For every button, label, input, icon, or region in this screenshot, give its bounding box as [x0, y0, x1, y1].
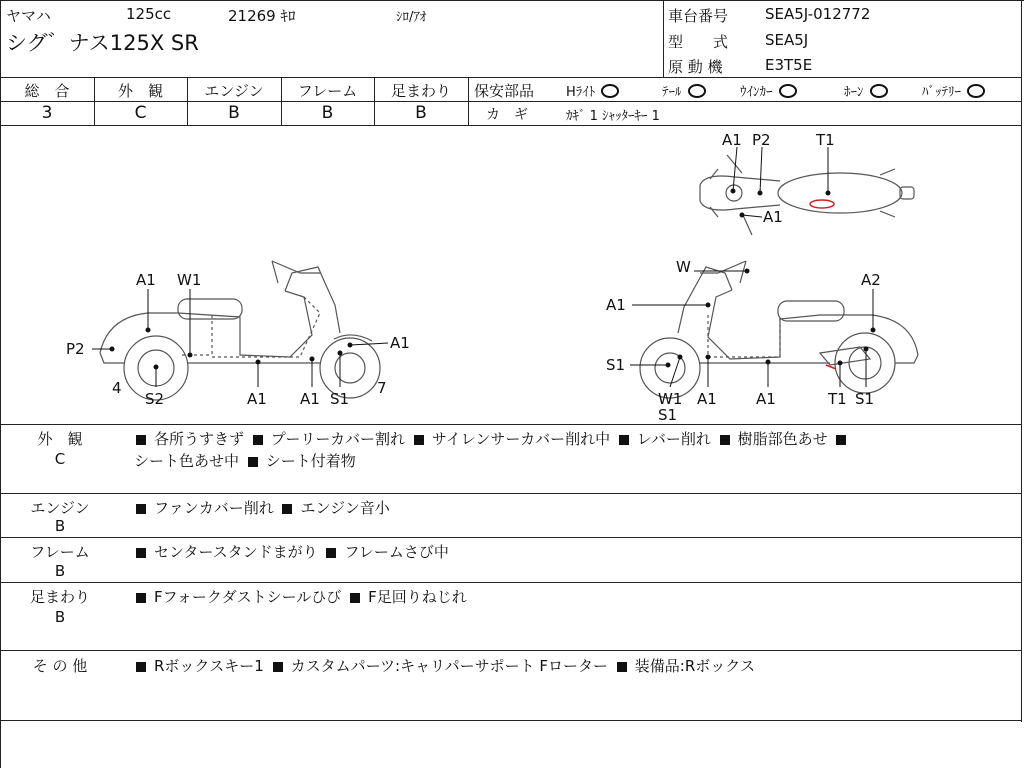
remark-suspension-line-1	[132, 586, 467, 607]
right-label-s1-c: S1	[855, 390, 875, 408]
remark-item: レバー削れ	[636, 430, 711, 448]
top-label-t1: T1	[816, 131, 835, 149]
remark-exterior-line-2	[134, 450, 356, 471]
grade-exterior-value: C	[134, 103, 147, 123]
bullet-square-icon	[617, 662, 627, 672]
header-divider	[663, 0, 664, 77]
grade-overall-label: 総 合	[24, 82, 70, 100]
bullet-square-icon	[720, 435, 730, 445]
safety-item-tail	[662, 81, 706, 100]
chassis-value: SEA5J-012772	[765, 5, 871, 23]
left-label-a1-d: A1	[300, 390, 320, 408]
bullet-square-icon	[414, 435, 424, 445]
top-label-a1: A1	[722, 131, 742, 149]
bullet-square-icon	[136, 435, 146, 445]
remark-item: エンジン音小	[300, 499, 390, 517]
ok-circle-icon	[967, 84, 985, 98]
safety-item-horn-label: ﾎｰﾝ	[844, 85, 864, 100]
grade-exterior-label: 外 観	[117, 82, 163, 100]
remark-engine-label: エンジン	[30, 499, 90, 517]
frame-top	[0, 0, 1024, 1]
key-value: ｶｷﾞ 1 ｼｬｯﾀｰｷｰ 1	[566, 109, 660, 124]
safety-item-battery-label: ﾊﾞｯﾃﾘｰ	[922, 85, 961, 100]
grades-mid-line	[0, 101, 468, 102]
key-label: カ ギ	[486, 107, 528, 123]
grade-suspension-value: B	[415, 103, 427, 123]
remark-item: ファンカバー削れ	[154, 499, 274, 517]
grade-overall-value: 3	[41, 103, 53, 123]
engine-label: 原 動 機	[668, 58, 723, 76]
bullet-square-icon	[350, 593, 360, 603]
left-label-4: 4	[112, 379, 122, 397]
remark-engine-line-1	[132, 497, 390, 518]
remark-item: カスタムパーツ:キャリパーサポート Fローター	[290, 657, 609, 675]
bullet-square-icon	[248, 457, 258, 467]
bullet-square-icon	[136, 504, 146, 514]
safety-item-headlight-label: Hﾗｲﾄ	[566, 85, 596, 100]
remark-other-line-1	[132, 655, 755, 676]
remark-item: シート付着物	[265, 452, 356, 470]
safety-item-headlight	[566, 81, 619, 100]
ok-circle-icon	[601, 84, 619, 98]
top-label-p2: P2	[752, 131, 771, 149]
ok-circle-icon	[870, 84, 888, 98]
header-bottom-line	[0, 77, 1022, 78]
remark-line-1	[0, 493, 1022, 494]
left-label-7: 7	[377, 379, 387, 397]
left-label-s1: S1	[330, 390, 350, 408]
maker: ヤマハ	[6, 7, 51, 25]
remark-engine-grade: B	[54, 517, 66, 535]
remark-item: フレームさび中	[344, 543, 449, 561]
top-view-outline	[700, 155, 914, 235]
mileage: 21269 ｷﾛ	[228, 7, 296, 25]
right-label-s1: S1	[606, 356, 626, 374]
remark-item: 各所うすきず	[154, 430, 245, 448]
left-label-s2: S2	[145, 390, 165, 408]
ok-circle-icon	[688, 84, 706, 98]
left-label-p2: P2	[66, 340, 85, 358]
safety-mid-line	[468, 101, 1022, 102]
safety-item-horn	[844, 81, 888, 100]
right-label-w1: W1	[658, 390, 683, 408]
engine-value: E3T5E	[765, 56, 813, 74]
remark-item: F足回りねじれ	[368, 588, 467, 606]
remark-line-3	[0, 582, 1022, 583]
motorcycle-damage-diagram	[0, 125, 1024, 425]
remark-suspension-label: 足まわり	[29, 588, 90, 606]
left-label-a1: A1	[136, 271, 156, 289]
grade-engine-value: B	[228, 103, 240, 123]
remark-suspension-grade: B	[54, 608, 66, 626]
body-color: ｼﾛ/ｱｵ	[396, 10, 427, 25]
remark-frame-label: フレーム	[30, 543, 90, 561]
top-label-a1-b: A1	[763, 208, 783, 226]
right-label-a1: A1	[606, 296, 626, 314]
grade-engine-label: エンジン	[204, 82, 264, 100]
right-label-t1: T1	[828, 390, 847, 408]
bullet-square-icon	[619, 435, 629, 445]
safety-item-winker-label: ｳｲﾝｶｰ	[740, 85, 773, 100]
left-label-w1: W1	[177, 271, 202, 289]
bullet-square-icon	[273, 662, 283, 672]
safety-item-battery	[922, 81, 985, 100]
displacement: 125cc	[126, 5, 172, 23]
remark-item: サイレンサーカバー削れ中	[431, 430, 611, 448]
remark-item: Rボックスキー1	[154, 657, 264, 675]
remark-item: Fフォークダストシールひび	[154, 588, 342, 606]
remark-item: センタースタンドまがり	[154, 543, 318, 561]
right-label-a2: A2	[861, 271, 881, 289]
remark-item: 樹脂部色あせ	[737, 430, 828, 448]
bullet-square-icon	[136, 662, 146, 672]
model-name: シグ゛ナス125X SR	[6, 31, 199, 55]
scratch-mark-top	[810, 200, 834, 208]
remark-line-5	[0, 720, 1022, 721]
bullet-square-icon	[136, 593, 146, 603]
left-label-a1-c: A1	[247, 390, 267, 408]
remark-item: プーリーカバー割れ	[270, 430, 406, 448]
remark-item: 装備品:Rボックス	[634, 657, 756, 675]
remark-exterior-label: 外 観	[37, 430, 83, 448]
ok-circle-icon	[779, 84, 797, 98]
bullet-square-icon	[326, 548, 336, 558]
remark-item: シート色あせ中	[134, 452, 240, 470]
bullet-square-icon	[136, 548, 146, 558]
bullet-square-icon	[253, 435, 263, 445]
remark-exterior-grade: C	[54, 450, 66, 468]
grade-sep-5	[468, 77, 469, 125]
remark-other-label: そ の 他	[32, 657, 88, 675]
grade-suspension-label: 足まわり	[390, 82, 451, 100]
safety-item-tail-label: ﾃｰﾙ	[662, 85, 682, 100]
remark-frame-grade: B	[54, 562, 66, 580]
safety-label: 保安部品	[474, 82, 535, 100]
safety-item-winker	[740, 81, 797, 100]
bullet-square-icon	[836, 435, 846, 445]
left-label-a1-b: A1	[390, 334, 410, 352]
remark-frame-line-1	[132, 541, 449, 562]
right-label-a1-b: A1	[697, 390, 717, 408]
remark-line-4	[0, 650, 1022, 651]
chassis-label: 車台番号	[668, 7, 729, 25]
right-label-w: W	[676, 258, 691, 276]
grade-frame-label: フレーム	[297, 82, 358, 100]
right-label-s1-b: S1	[658, 406, 678, 424]
type-value: SEA5J	[765, 31, 809, 49]
type-label: 型 式	[668, 33, 729, 51]
bullet-square-icon	[282, 504, 292, 514]
scratch-mark-right	[826, 365, 836, 369]
remark-exterior-line-1	[132, 428, 854, 449]
remark-line-2	[0, 537, 1022, 538]
right-label-a1-c: A1	[756, 390, 776, 408]
grade-frame-value: B	[321, 103, 334, 123]
